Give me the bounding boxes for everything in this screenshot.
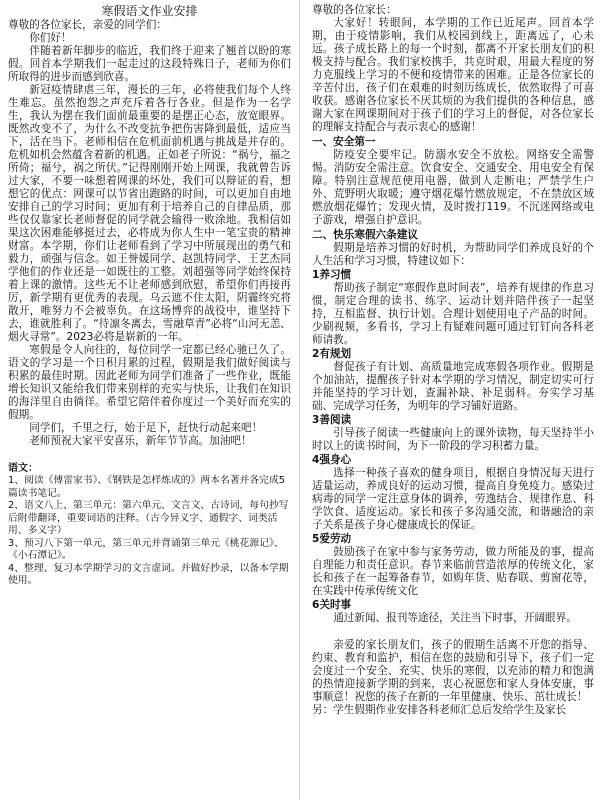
homework-task: 1、阅读《傅雷家书》、《钢铁是怎样炼成的》两本名著并各完成5篇读书笔记。 — [8, 475, 285, 499]
suggestion-heading: 5爱劳动 — [312, 533, 352, 545]
suggestion-body: 引导孩子阅读一些健康向上的课外读物，每天坚持半小时以上的读书时间，为下一阶段的学习积蓄力量。 — [312, 427, 594, 452]
parent-greeting: 尊敬的各位家长： — [312, 4, 397, 16]
paragraph-1: 伴随着新年脚步的临近，我们终于迎来了翘首以盼的寒假。回首本学期我们一起走过的这段特殊日子，老师为你们所取得的进步而感到欣喜。 — [8, 45, 291, 83]
suggestion-heading: 3善阅读 — [312, 414, 352, 426]
homework-task: 2、语文八上、第三单元：第六单元、文言文、古诗词，每句抄写后附带翻译，重要词语的注释。（古今异义字、通假字、词类活用、多义字） — [8, 500, 289, 536]
suggestion-body: 通过新闻、报刊等途径，关注当下时事，开阔眼界。 — [333, 612, 577, 624]
intro-paragraph: 大家好！转眼间，本学期的工作已近尾声。回首本学期，由于疫情影响，我们从校园到线上，距离远了，心未远。孩子成长路上的每一个时刻，都离不开家长朋友们的积极支持与配合。我们家校携手，共克时艰，用最大程度的努力克服线上学习的不便和疫情带来的困难。正是各位家长的辛苦付出，孩子们在艰难的时刻历练成长，依然取得了可喜收获。感谢各位家长不厌其烦的为我们提供的各种信息，感谢大家在网课期间对于孩子们的学习上的督促，对各位家长的理解支持配合与表示衷心的感谢！ — [312, 17, 594, 133]
right-column — [300, 0, 600, 800]
paragraph-4: 同学们，千里之行，始于足下，赶快行动起来吧！ — [29, 422, 263, 434]
suggestion-body: 帮助孩子制定“寒假作息时间表”，培养有规律的作息习惯，制定合理的读书、练字、运动计划并陪伴孩子一起坚持，互相监督、执行计划。合理计划使用电子产品的时间。少刷视频，多看书，学习上有疑难问题可通过钉钉向各科老师请教。 — [312, 282, 594, 346]
homework-task: 4、整理、复习本学期学习的文言虚词。并做好抄录，以备本学期使用。 — [8, 562, 289, 586]
homework-task: 3、预习八下第一单元，第三单元并背诵第三单元《桃花源记》、《小石潭记》。 — [8, 537, 284, 561]
suggestion-body: 鼓励孩子在家中参与家务劳动，做力所能及的事，提高自理能力和责任意识。春节来临前营造浓厚的传统文化，家长和孩子在一起筹备春节，如购年货、贴春联、剪窗花等，在实践中传承传统文化 — [312, 546, 594, 597]
section-suggestions-heading: 二、快乐寒假六条建议 — [312, 229, 418, 241]
suggestion-heading: 4强身心 — [312, 454, 352, 466]
suggestion-body: 督促孩子有计划、高质量地完成寒假各项作业。假期是个加油站，提醒孩子针对本学期的学习情况，制定切实可行并能坚持的学习计划，查漏补缺、补足弱科。夯实学习基础、完成学习任务，为明年的学习铺好道路。 — [312, 361, 594, 412]
suggestion-heading: 6关时事 — [312, 599, 352, 611]
suggestion-heading: 2有规划 — [312, 348, 352, 360]
paragraph-2: 新冠疫情肆虐三年，漫长的三年，必将使我们每个人终生难忘。虽然抱怨之声充斥着各行各业。但是作为一名学生，我认为摆在我们面前最重要的是摆正心态，放宽眼界。既然改变不了，为什么不改变抗争把伤害降到最低，适应当下，活在当下。老师相信在危机面前机遇与挑战是并存的。危机如机会然蕴含着新的机遇。正如老子所说：“祸兮，福之所倚；福兮，祸之所伏。”记得刚刚开始上网课，我就曾告诉过大家，不要一味想着网课的坏处，我们可以辩证的看，想想它的优点：网课可以节省出跑路的时间，可以更加自由地安排自己的学习时间；更加有利于培养自己的自律品质，那些仅仅靠家长老师督促的同学就会输得一败涂地。我相信如果这次困难能够挺过去，必将成为你人生中一笔宝贵的精神财富。本学期，你们让老师看到了学习中所展现出的勇气和毅力，顽强与信念。如王誉媛同学、赵凯特同学、王艺杰同学他们的作业还是一如既往的工整。刘超强等同学始终保持着上课的激情。这些无不让老师感到欣慰，希望你们再接再厉，新学期有更优秀的表现。乌云遮不住太阳，阴霾终究将散开，唯努力不会被辜负。在这场博弈的战役中，谁坚持下去，谁就胜利了。“待凛冬离去，雪融草青”必将“山河无恙、烟火寻常”。2023必将是崭新的一年。 — [8, 84, 291, 343]
suggestion-body: 选择一种孩子喜欢的健身项目，根据自身情况每天进行适量运动，养成良好的运动习惯，提高自身免疫力。感染过病毒的同学一定注意身体的调养，劳逸结合、规律作息、科学饮食、适度运动。家长和孩子多沟通交流，和谐融洽的亲子关系是孩子身心健康成长的保证。 — [312, 467, 594, 531]
chinese-homework-heading: 语文： — [8, 463, 38, 474]
suggestion-heading: 1养习惯 — [312, 269, 352, 281]
footnote: 另：学生假期作业安排各科老师汇总后发给学生及家长 — [312, 704, 567, 716]
hello-line: 你们好！ — [29, 32, 72, 44]
section-safety-body: 防疫安全要牢记。防溺水安全不放松。网络安全需警惕。消防安全需注意。饮食安全、交通安全、用电安全有保障。特别注意规范使用电器，做到人走断电；严禁学生户外、荒野明火取暖；遵守烟花爆竹燃放规定，不在禁放区域燃放烟花爆竹；发现火情，及时拨打119。不沉迷网络或电子游戏，增强自护意识。 — [312, 149, 594, 226]
student-greeting: 尊敬的各位家长，亲爱的同学们： — [8, 19, 167, 31]
section-suggestions-body: 假期是培养习惯的好时机，为帮助同学们养成良好的个人生活和学习习惯，特建议如下： — [312, 242, 594, 267]
closing-paragraph: 亲爱的家长朋友们，孩子的假期生活离不开您的指导、约束、教育和监护，相信在您的鼓励和引导下，孩子们一定会度过一个安全、充实、快乐的寒假，以充沛的精力和饱满的热情迎接新学期的到来，衷心祝愿您和家人身体安康，事事顺意！祝您的孩子在新的一年里健康、快乐、茁壮成长！ — [312, 639, 594, 703]
paragraph-5: 老师预祝大家平安喜乐，新年节节高。加油吧！ — [29, 435, 252, 447]
document-title: 寒假语文作业安排 — [101, 4, 198, 18]
section-safety-heading: 一、安全第一 — [312, 136, 376, 148]
paragraph-3: 寒假是令人向往的，每位同学一定都已经心驰已久了。语文的学习是一个日积月累的过程，假期是我们做好阅读与积累的最佳时期。因此老师为同学们准备了一些作业，既能增长知识又能给我们带来别样的充实与快乐，让我们在知识的海洋里自由徜徉。希望它陪伴着你度过一个美好而充实的假期。 — [8, 344, 291, 421]
